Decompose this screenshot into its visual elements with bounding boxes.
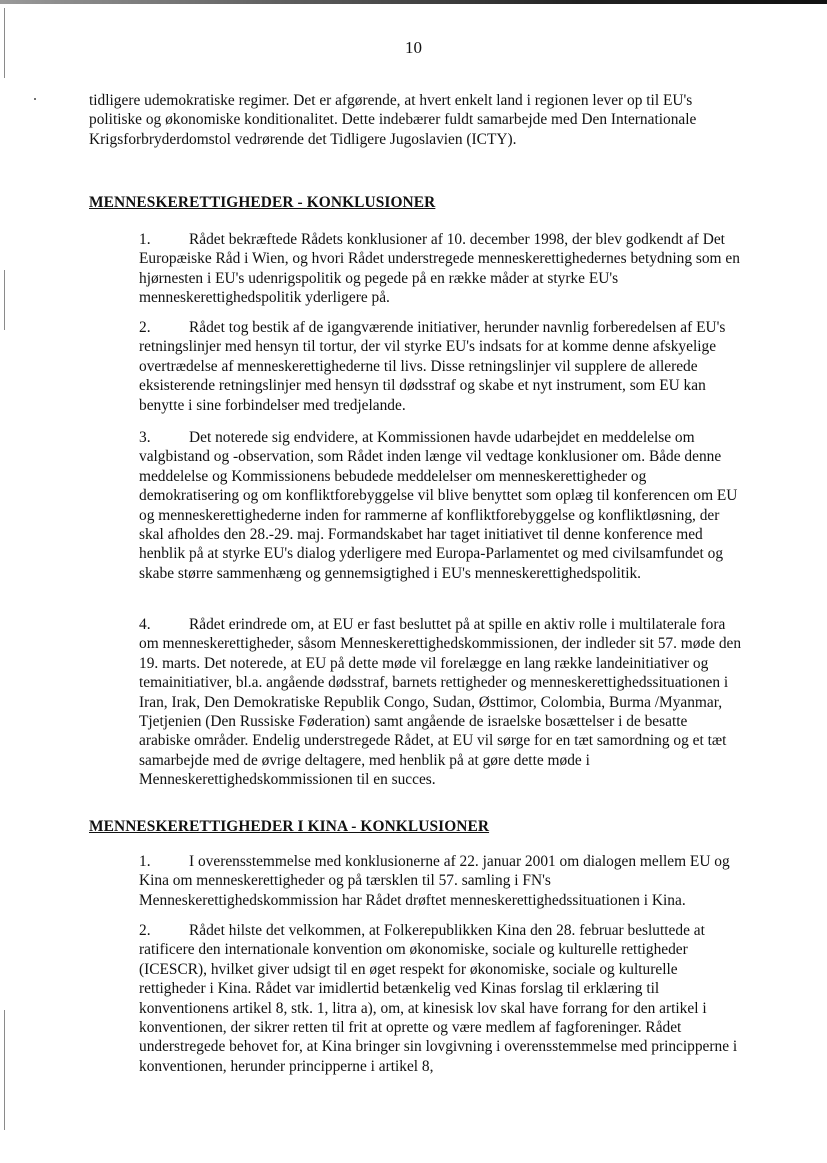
section-heading-human-rights-china: MENNESKERETTIGHEDER I KINA - KONKLUSIONER: [89, 818, 490, 835]
page-number: 10: [405, 38, 422, 57]
paragraph-number: 1.: [139, 853, 151, 870]
section1-paragraph-4: [139, 615, 742, 790]
section1-paragraph-2: [139, 318, 742, 415]
paragraph-text: Rådet bekræftede Rådets konklusioner af 10. december 1998, der blev godkendt af Det Europæiske Råd i Wien, og hvori Rådet understregede menneskerettighedernes betydning som en hjørnesten i EU's udenrigspolitik og pegede på en række måder at styrke EU's menneskerettighedspolitik yderligere på.: [139, 231, 740, 307]
intro-paragraph: [89, 91, 739, 149]
section1-paragraph-3: [139, 428, 742, 583]
paragraph-text: Det noterede sig endvidere, at Kommissionen havde udarbejdet en meddelelse om valgbistand og -observation, som Rådet inden længe vil vedtage konklusioner om. Både denne meddelelse og Kommissionens bebudede meddelelser om menneskerettigheder og demokratisering og om konfliktforebyggelse vil blive benyttet som oplæg til konferencen om EU og menneskerettighederne inden for rammerne af konfliktforebyggelse og konfliktløsning, der skal afholdes den 28.-29. maj. Formandskabet har taget initiativet til denne konference med henblik på at styrke EU's dialog yderligere med Europa-Parlamentet og med civilsamfundet og skabe større sammenhæng og gennemsigtighed i EU's menneskerettighedspolitik.: [139, 429, 738, 582]
paragraph-number: 4.: [139, 616, 151, 633]
intro-text: tidligere udemokratiske regimer. Det er afgørende, at hvert enkelt land i regionen lever op til EU's politiske og økonomiske konditionalitet. Dette indebærer fuldt samarbejde med Den Internationale Krigsforbryderdomstol vedrørende det Tidligere Jugoslavien (ICTY).: [89, 92, 697, 148]
scan-top-edge: [0, 0, 827, 4]
paragraph-text: Rådet erindrede om, at EU er fast besluttet på at spille en aktiv rolle i multilaterale fora om menneskerettigheder, såsom Menneskerettighedskommissionen, der indleder sit 57. møde den 19. marts. Det noterede, at EU på dette møde vil forelægge en lang række landeinitiativer og temainitiativer, bl.a. angående dødsstraf, barnets rettigheder og menneskerettighedssituationen i Iran, Irak, Den Demokratiske Republik Congo, Sudan, Østtimor, Colombia, Burma /Myanmar, Tjetjenien (Den Russiske Føderation) samt angående de israelske bosættelser i de besatte arabiske områder. Endelig understregede Rådet, at EU vil sørge for en tæt samordning og et tæt samarbejde med de øvrige deltagere, med henblik på at gøre dette møde i Menneskerettighedskommissionen til en succes.: [139, 616, 742, 789]
section-heading-human-rights: MENNESKERETTIGHEDER - KONKLUSIONER: [89, 194, 436, 211]
section2-paragraph-2: [139, 921, 742, 1076]
paragraph-number: 1.: [139, 231, 151, 248]
section2-paragraph-1: [139, 852, 742, 910]
paragraph-text: Rådet tog bestik af de igangværende initiativer, herunder navnlig forberedelsen af EU's retningslinjer med hensyn til tortur, der vil styrke EU's indsats for at komme denne afskyelige overtrædelse af menneskerettighederne til livs. Disse retningslinjer vil supplere de allerede eksisterende retningslinjer med hensyn til dødsstraf og skabe et nyt instrument, som EU kan benytte i sine forbindelser med tredjelande.: [139, 319, 726, 414]
paragraph-number: 2.: [139, 319, 151, 336]
scan-speck: [34, 98, 36, 100]
scan-left-margin-mark: [4, 270, 5, 330]
paragraph-text: Rådet hilste det velkommen, at Folkerepublikken Kina den 28. februar besluttede at ratificere den internationale konvention om økonomiske, sociale og kulturelle rettigheder (ICESCR), hvilket giver udsigt til en øget respekt for økonomiske, sociale og kulturelle rettigheder i Kina. Rådet var imidlertid betænkelig ved Kinas forslag til erklæring til konventionens artikel 8, stk. 1, litra a), om, at kinesisk lov skal have forrang for den artikel i konventionen, der sikrer retten til frit at oprette og være medlem af fagforeninger. Rådet understregede behovet for, at Kina bringer sin lovgivning i overensstemmelse med principperne i konventionen, herunder principperne i artikel 8,: [139, 922, 738, 1075]
paragraph-number: 3.: [139, 429, 151, 446]
scan-left-margin-mark: [4, 1010, 5, 1130]
paragraph-text: I overensstemmelse med konklusionerne af 22. januar 2001 om dialogen mellem EU og Kina om menneskerettigheder og på tærsklen til 57. samling i FN's Menneskerettighedskommission har Rådet drøftet menneskerettighedssituationen i Kina.: [139, 853, 730, 909]
paragraph-number: 2.: [139, 922, 151, 939]
section1-paragraph-1: [139, 230, 742, 308]
